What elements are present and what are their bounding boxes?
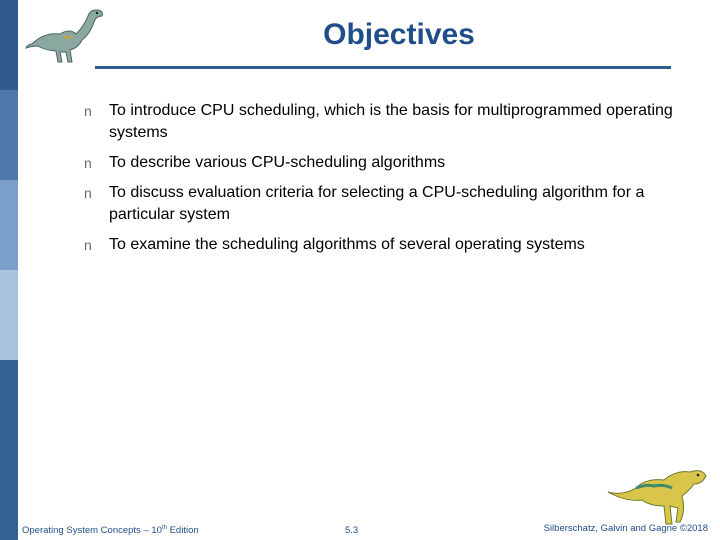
bullet-text: To introduce CPU scheduling, which is the basis for multiprogrammed operating systems	[109, 102, 673, 141]
bullet-text: To examine the scheduling algorithms of several operating systems	[109, 236, 585, 253]
sidebar-band-4	[0, 270, 18, 360]
bullet-marker: n	[84, 155, 92, 171]
page-title: Objectives	[323, 18, 475, 51]
bullet-text: To discuss evaluation criteria for selecting a CPU-scheduling algorithm for a particular system	[109, 184, 645, 223]
objectives-list	[84, 100, 684, 264]
list-item	[84, 152, 684, 174]
edition-superscript: th	[161, 524, 167, 531]
bullet-text: To describe various CPU-scheduling algorithms	[109, 154, 446, 171]
sidebar-band-2	[0, 90, 18, 180]
bullet-marker: n	[84, 237, 92, 253]
sidebar-band-5	[0, 360, 18, 540]
sidebar-band-3	[0, 180, 18, 270]
bullet-marker: n	[84, 185, 92, 201]
list-item	[84, 100, 684, 144]
page-number: 5.3	[345, 525, 359, 536]
bullet-marker: n	[84, 103, 92, 119]
dinosaur-icon	[606, 462, 710, 532]
footer-book-title: Operating System Concepts – 10th Edition	[22, 524, 199, 536]
left-sidebar-bar	[0, 0, 18, 540]
footer-copyright: Silberschatz, Galvin and Gagne ©2018	[543, 523, 708, 534]
title-divider	[95, 66, 671, 69]
list-item	[84, 182, 684, 226]
list-item	[84, 234, 684, 256]
